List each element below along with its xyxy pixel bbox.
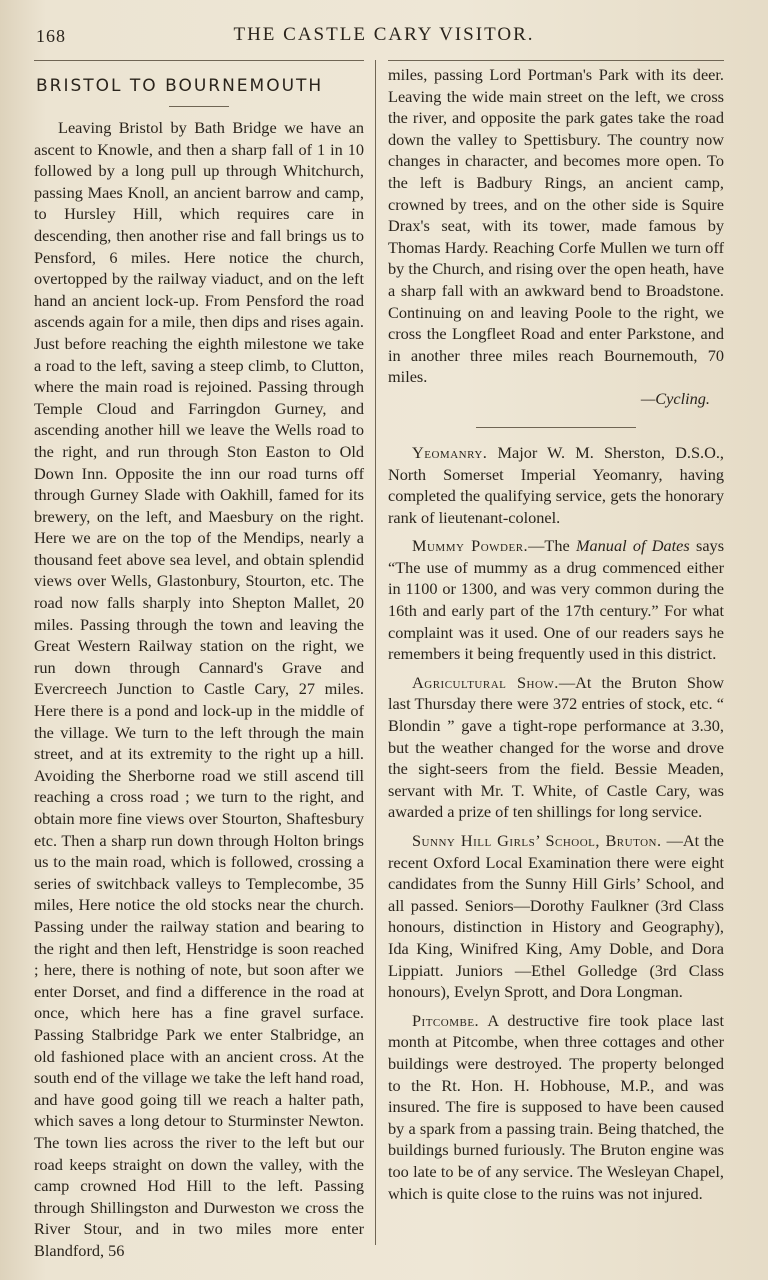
header-rule-left [34,60,364,61]
column-rule [375,60,376,1245]
news-item-pitcombe [388,1010,724,1204]
news-text: A destructive fire took place last month at Pitcombe, when three cottages and other buildings were destroyed. The property belonged to the Rt. Hon. H. Hobhouse, M.P., and was insured. The fire is supposed to have been caused by a spark from a passing train. Being thatched, the buildings burned furiously. The Bruton engine was too late to be of any service. The Wesleyan Chapel, which is quite close to the ruins was not injured. [388,1010,724,1203]
left-column [34,64,364,1261]
page-header [32,22,736,50]
page-number: 168 [36,26,66,46]
news-lead: Pitcombe. [412,1010,480,1030]
book-title: Manual of Dates [575,536,690,556]
news-lead: Sunny Hill Girls’ School, Bruton. [412,831,662,850]
header-rule-right [388,60,724,61]
news-item-mummy-powder [388,535,724,665]
news-item-agricultural-show [388,672,724,823]
article-body-left: Leaving Bristol by Bath Bridge we have an ascent to Knowle, and then a sharp fall of 1 in 10 followed by a long pull up through Whitchurch, passing Maes Knoll, an ancient barrow and camp, to Hursley Hill, which requires care in descending, then another rise and fall brings us to Pensford, 6 miles. Here notice the church, overtopped by the railway viaduct, and on the left hand an ancient lock-up. From Pensford the road ascends again for a mile, then dips and rises again. Just before reaching the eighth milestone we take a road to the left, saving a steep climb, to Clutton, where the main road is rejoined. Passing through Temple Cloud and Farringdon Gurney, and ascending another hill we leave the Wells road to the right, and run through Ston Easton to Old Down Inn. Opposite the inn our road turns off through Gurney Slade with Oakhill, famed for its brewery, on the left, and Maesbury on the right. Here we are on the top of the Mendips, nearly a thousand feet above sea level, and obtain splendid views over Wells, Glastonbury, Stourton, etc. The road now falls sharply into Shepton Mallet, 20 miles. Passing through the town and leaving the Great Western Railway station on the right, we run down through Cannard's Grave and Evercreech Junction to Castle Cary, 27 miles. Here there is a pond and lock-up in the middle of the village. We turn to the left through the main street, and at its extremity to the right up a hill. Avoiding the Sherborne road we still ascend till reaching a cross road ; we turn to the right, and obtain more fine views over Stourton, Shaftesbury etc. Then a sharp run down through Holton brings us to the main road, which is followed, crossing a series of switchback valleys to Templecombe, 35 miles, Here notice the old stocks near the church. Passing under the railway station and bearing to the right and then left, Henstridge is soon reached ; here, there is nothing of note, but soon after we enter Dorset, and find a difference in the road at once, which here has a fine gravel surface. Passing Stalbridge Park we enter Stalbridge, an old fashioned place with an ancient cross. At the south end of the village we take the left hand road, and have good going till we reach a halter path, which saves a long detour to Sturminster Newton. The town lies across the river to the left but our road keeps straight on down the valley, with the camp crowned Hod Hill to the left. Passing through Shillingston and Durweston we cross the River Stour, and in two miles more enter Blandford, 56 [34,118,364,1260]
running-title: THE CASTLE CARY VISITOR. [233,24,535,45]
section-rule [476,427,636,428]
news-item-sunny-hill [388,830,724,1003]
title-rule [169,106,229,107]
article-body-right: miles, passing Lord Portman's Park with its deer. Leaving the wide main street on the left, we cross the river, and opposite the park gates take the road down the valley to Spettisbury. The country now changes in character, and becomes more open. To the left is Badbury Rings, an ancient camp, crowned by trees, and on the other side is Squire Drax's seat, with its tower, made famous by Thomas Hardy. Reaching Corfe Mullen we turn off by the Church, and rising over the open heath, have a sharp fall with an awkward bend to Broadstone. Continuing on and leaving Poole to the right, we cross the Longfleet Road and enter Parkstone, and in another three miles reach Bournemouth, 70 miles. [388,65,724,387]
news-lead: Yeomanry. [412,442,488,462]
right-column [388,64,724,1211]
news-lead: Mummy Powder. [412,536,529,556]
article-source: —Cycling. [640,388,710,408]
article-title: BRISTOL TO BOURNEMOUTH [36,76,324,96]
news-text: —At the recent Oxford Local Examination there were eight candidates from the Sunny Hill Girls’ School, and all passed. Seniors—Dorothy Faulkner (3rd Class honours, distinction in History and Geography), Ida King, Winifred King, Amy Doble, and Dora Lippiatt. Juniors —Ethel Golledge (3rd Class honours), Evelyn Sprott, and Dora Longman. [388,831,724,1002]
news-text: —At the Bruton Show last Thursday there were 372 entries of stock, etc. “ Blondin ” gave a tight-rope performance at 3.30, but the weather changed for the worse and drove the sight-seers from the field. Bessie Meaden, servant with Mr. T. White, of Castle Cary, was awarded a prize of ten shillings for long service. [388,672,724,822]
news-lead: Agricultural Show. [412,672,559,692]
news-text: says “The use of mummy as a drug commenced either in 1100 or 1300, and was very common during the 16th and early part of the 17th century.” For what complaint was it used. One of our readers says he remembers it being frequently used in this district. [388,536,725,664]
news-text: Major W. M. Sherston, D.S.O., North Somerset Imperial Yeomanry, having completed the qualifying service, gets the honorary rank of lieutenant-colonel. [388,442,724,527]
news-separator: —The [528,536,576,556]
news-item-yeomanry [388,442,724,528]
